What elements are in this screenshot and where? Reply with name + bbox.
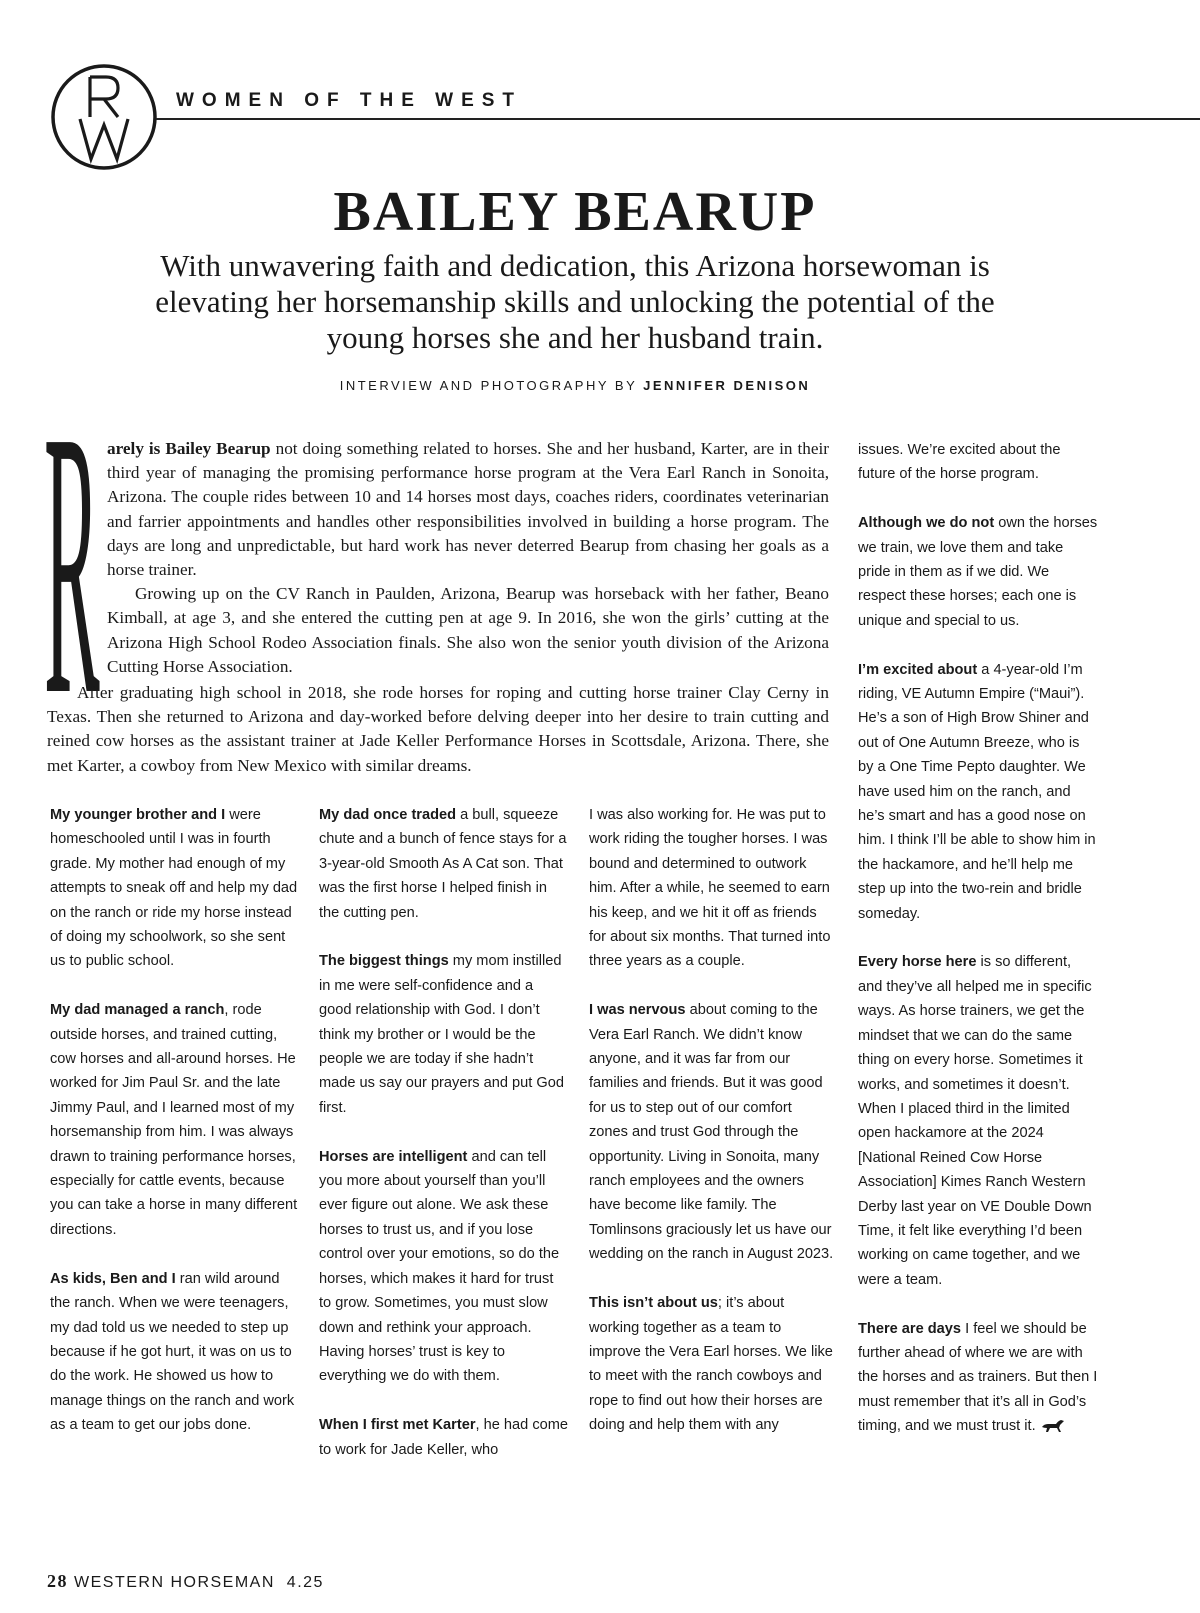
intro-text-wide: After graduating high school in 2018, she rode horses for roping and cutting horse trainer Clay Cerny in Texas. Then she returned to Arizona and day-worked before delving deeper into her desire to train cutting and reined cow horses as the assistant trainer at Jade Keller Performance Horses in Scottsdale, Arizona. There, she met Karter, a cowboy from New Mexico with similar dreams.	[47, 683, 829, 775]
qa-paragraph: Although we do not own the horses we train, we love them and take pride in them as if we did. We respect these horses; each one is unique and special to us.	[858, 515, 1098, 629]
qa-paragraph: My dad managed a ranch, rode outside horses, and trained cutting, cow horses and all-around horses. He worked for Jim Paul Sr. and the late Jimmy Paul, and I learned most of my horsemanship from him. I was always drawn to training performance horses, especially for cattle events, because you can take a horse in many different directions.	[50, 1002, 298, 1238]
byline: INTERVIEW AND PHOTOGRAPHY BY JENNIFER DENISON	[339, 378, 811, 393]
qa-paragraph: As kids, Ben and I ran wild around the ranch. When we were teenagers, my dad told us we needed to step up because if he got hurt, it was on us to do the work. He showed us how to manage things on the ranch and work as a team to get our jobs done.	[50, 1270, 295, 1434]
qa-paragraph: I’m excited about a 4-year-old I’m riding, VE Autumn Empire (“Maui”). He’s a son of High Brow Shiner and out of One Autumn Breeze, who is by a One Time Pepto daughter. We have used him on the ranch, and he’s smart and has a good nose on him. I think I’ll be able to show him in the hackamore, and he’ll help me step up into the two-rein and bridle someday.	[858, 661, 1096, 922]
byline-author: JENNIFER DENISON	[643, 378, 811, 393]
lead-in: arely is Bailey Bearup	[107, 439, 271, 458]
qa-paragraph: My younger brother and I were homeschooled until I was in fourth grade. My mother had enough of my attempts to sneak off and help my dad on the ranch or ride my horse instead of doing my schoolwork, so she sent us to public school.	[50, 807, 298, 970]
qa-paragraph: My dad once traded a bull, squeeze chute and a bunch of fence stays for a 3-year-old Smooth As A Cat son. That was the first horse I helped finish in the cutting pen.	[319, 807, 567, 921]
issue-number: 4.25	[286, 1574, 324, 1591]
qa-paragraph: The biggest things my mom instilled in me were self-confidence and a good relationship with God. I don’t think my brother or I would be the people we are today if she hadn’t made us say our prayers and put God first.	[319, 953, 564, 1116]
qa-paragraph: This isn’t about us; it’s about working together as a team to improve the Vera Earl horses. We like to meet with the ranch cowboys and rope to find out how their horses are doing and help them with any	[589, 1295, 833, 1434]
page-footer	[47, 1571, 324, 1592]
qa-paragraph: issues. We’re excited about the future of the horse program.	[858, 442, 1061, 483]
qa-paragraph: There are days I feel we should be further ahead of where we are with the horses and as trainers. But then I must remember that it’s all in God’s timing, and we must trust it.	[858, 1320, 1098, 1435]
magazine-name: WESTERN HORSEMAN	[74, 1574, 275, 1591]
header-rule	[156, 118, 1200, 120]
qa-paragraph: Every horse here is so different, and they’ve all helped me in specific ways. As horse trainers, we get the mindset that we can do the same thing on every horse. Sometimes it works, and sometimes it doesn’t. When I placed third in the limited open hackamore at the 2024 [National Reined Cow Horse Association] Kimes Ranch Western Derby last year on VE Double Down Time, it felt like everything I’d been working on came together, and we were a team.	[858, 954, 1092, 1288]
section-label: WOMEN OF THE WEST	[176, 90, 523, 111]
column-2	[319, 803, 569, 1486]
qa-paragraph: Horses are intelligent and can tell you more about yourself than you’ll ever figure out alone. We ask these horses to trust us, and if you lose control over your emotions, so do the horses, which makes it hard for trust to grow. Sometimes, you must slow down and rethink your approach. Having horses’ trust is key to everything we do with them.	[319, 1148, 560, 1385]
column-3	[589, 803, 834, 1462]
article-title: BAILEY BEARUP	[333, 181, 817, 243]
qa-paragraph: When I first met Karter, he had come to work for Jade Keller, who	[319, 1417, 569, 1458]
article-deck: With unwavering faith and dedication, this Arizona horsewoman is elevating her horsemanship skills and unlocking the potential of the young horses she and her husband train.	[155, 248, 995, 355]
page-number: 28	[47, 1571, 68, 1591]
column-4	[858, 438, 1098, 1463]
intro-text: arely is Bailey Bearup not doing something related to horses. She and her husband, Karter, are in their third year of managing the promising performance horse program at the Vera Earl Ranch in Sonoita, Arizona. The couple rides between 10 and 14 horses most days, coaches riders, coordinates veterinarian and farrier appointments and handles other responsibilities involved in building a horse program. The days are long and unpredictable, but hard work has never deterred Bearup from chasing her goals as a horse trainer. Growing up on the CV Ranch in Paulden, Arizona, Bearup was horseback with her father, Beano Kimball, at age 3, and she entered the cutting pen at age 9. In 2016, she won the girls’ cutting at the Arizona High School Rodeo Association finals. She also won the senior youth division of the Arizona Cutting Horse Association.	[107, 439, 829, 676]
rw-logo	[50, 63, 158, 171]
qa-paragraph: I was also working for. He was put to work riding the tougher horses. I was bound and determined to outwork him. After a while, he seemed to earn his keep, and we hit it off as friends for about six months. That turned into three years as a couple.	[589, 807, 831, 970]
drop-cap: R	[44, 431, 100, 697]
column-1	[50, 803, 300, 1462]
qa-paragraph: I was nervous about coming to the Vera Earl Ranch. We didn’t know anyone, and it was far from our families and friends. But it was good for us to step out of our comfort zones and trust God through the opportunity. Living in Sonoita, many ranch employees and the owners have become like family. The Tomlinsons graciously let us have our wedding on the ranch in August 2023.	[589, 1002, 834, 1263]
horse-icon	[1040, 1419, 1066, 1433]
